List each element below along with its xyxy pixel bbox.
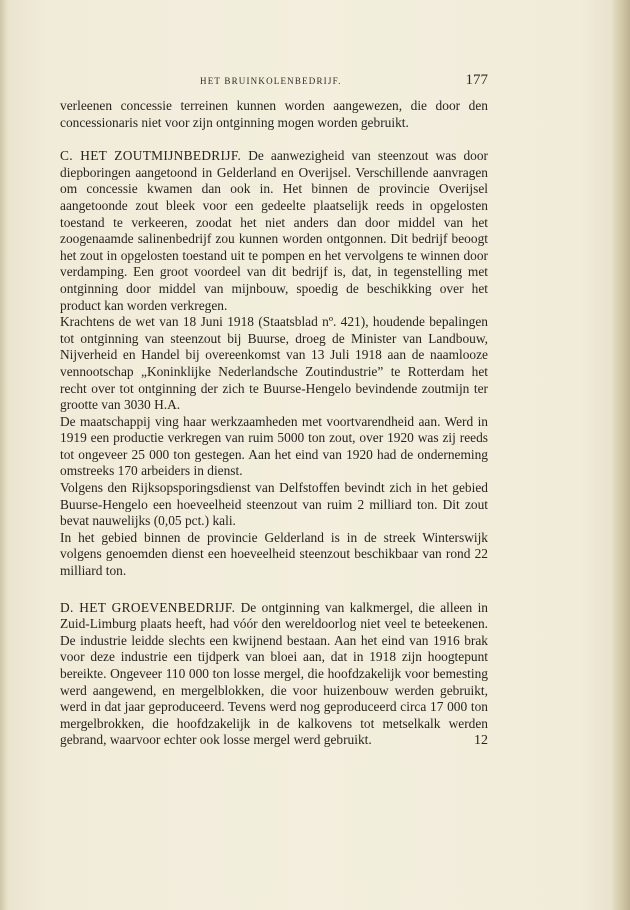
paragraph-continuation: verleenen concessie terreinen kunnen worden aangewezen, die door den concessionaris niet voor zijn ontginning mogen worden gebruikt. [60,98,488,130]
page-left-edge [0,0,8,910]
paragraph-krachtens: Krachtens de wet van 18 Juni 1918 (Staatsblad nº. 421), houdende bepalingen tot ontginning van steenzout bij Buurse, droeg de Minister van Landbouw, Nijverheid en Handel bij overeenkomst van 13 Juli 1918 aan de naamlooze vennootschap „Koninklijke Nederlandsche Zoutindustrie” te Rotterdam het recht over tot ontginning der zich te Buurse-Hengelo bevindende zoutmijn ter grootte van 3030 H.A. [60,314,488,413]
paragraph-rijksopsporingsdienst: Volgens den Rijksopsporingsdienst van Delfstoffen bevindt zich in het gebied Buurse-Hengelo een hoeveelheid steenzout van ruim 2 milliard ton. Dit zout bevat nauwelijks (0,05 pct.) kali. [60,480,488,529]
page-header [60,72,488,90]
signature-mark: 12 [474,733,488,748]
paragraph-gelderland: In het gebied binnen de provincie Gelderland is in de streek Winterswijk volgens genoemden dienst een hoeveelheid steenzout beschikbaar van rond 22 milliard ton. [60,529,488,579]
section-heading-c: C. HET ZOUTMIJNBEDRIJF. [60,148,242,164]
paragraph-text: De aanwezigheid van steenzout was door diepboringen aangetoond in Gelderland en Overijsel. Verschillende aanvragen om concessie kwamen dan ook in. Het binnen de provincie Overijsel aangetoonde zout bleek voor een gedeelte plaatselijk reeds in opgelosten toestand te verkeeren, zoodat het niet anders dan door middel van het zoogenaamde salinenbedrijf zou kunnen worden ontgonnen. Dit bedrijf beoogt het zout in opgelosten toestand uit te pompen en het vervolgens te winnen door verdamping. Een groot voordeel van dit bedrijf is, dat, in tegenstelling met ontginning door middel van mijnbouw, spoedig de beschikking over het product kan worden verkregen. [60,148,488,313]
section-heading-d: D. HET GROEVENBEDRIJF. [60,599,236,615]
paragraph-text: De ontginning van kalkmergel, die alleen in Zuid-Limburg plaats heeft, had vóór den wereldoorlog niet veel te beteekenen. De industrie leidde slechts een kwijnend bestaan. Aan het eind van 1916 brak voor deze industrie een tijdperk van bloei aan, dat in 1918 zijn hoogtepunt bereikte. Ongeveer 110 000 ton losse mergel, die hoofdzakelijk voor bemesting werd aangewend, en mergelblokken, die voor huizenbouw werden gebruikt, werd in dat jaar geproduceerd. Tevens werd nog geproduceerd circa 17 000 ton mergelbrokken, die hoofdzakelijk in de kalkovens tot metselkalk werden gebrand, waarvoor echter ook losse mergel werd gebruikt. [60,599,488,748]
page-right-edge [612,0,630,910]
paragraph-zoutmijnbedrijf [60,148,488,314]
paragraph-groevenbedrijf [60,600,488,749]
body-text [60,98,488,749]
paragraph-maatschappij: De maatschappij ving haar werkzaamheden met voortvarendheid aan. Werd in 1919 een productie verkregen van ruim 5000 ton zout, over 1920 was zij reeds tot ongeveer 25 000 ton gestegen. Aan het eind van 1920 had de onderneming omstreeks 170 arbeiders in dienst. [60,413,488,479]
running-head: HET BRUINKOLENBEDRIJF. [200,76,342,86]
page-number: 177 [465,72,488,88]
